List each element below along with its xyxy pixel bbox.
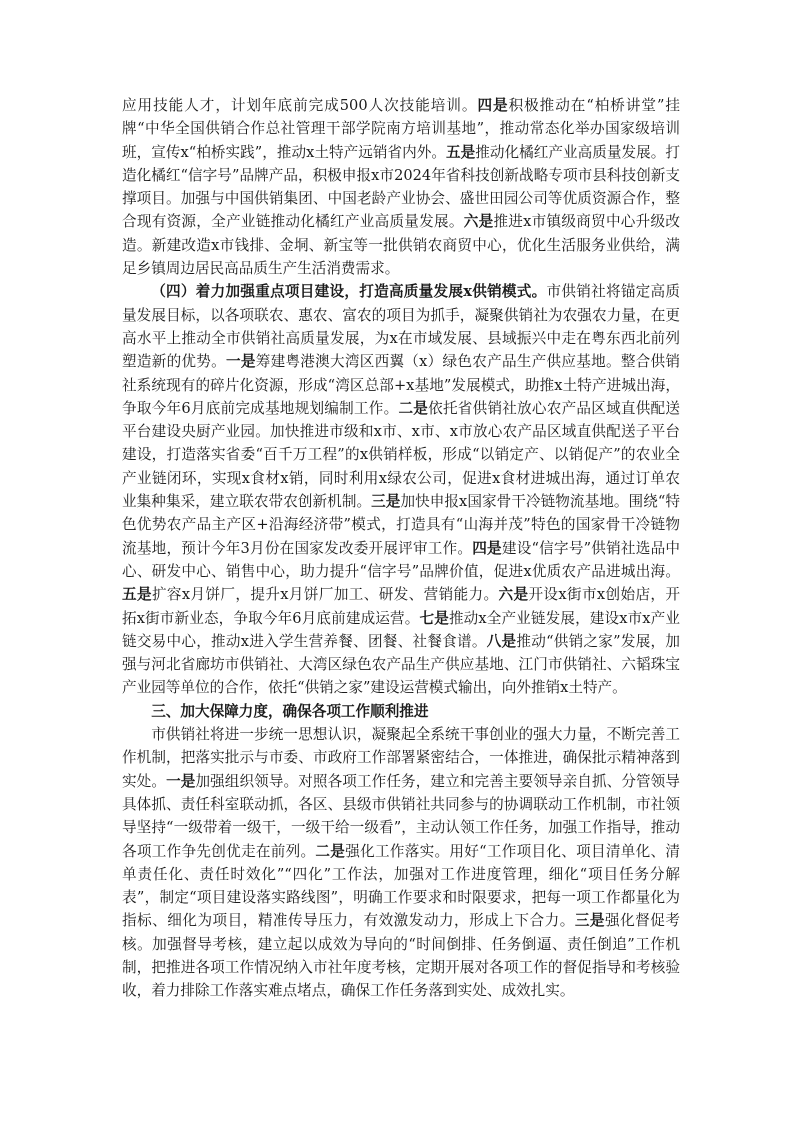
paragraph-text: 强化工作落实。用好“工作项目化、项目清单化、清单责任化、责任时效化”“四化”工作法，加强对工作进度管理，细化“项目任务分解表”，制定“项目建设落实路线图”，明确工作要求和时限要求，把每一项工作都量化为指标、细化为项目，精准传导压力，有效激发动力，形成上下合力。 — [122, 842, 680, 930]
paragraph-text: 推动x全产业链发展，建设x市x产业链交易中心，推动x进入学生营养餐、团餐、社餐食谱。 — [122, 609, 680, 650]
body-paragraph — [122, 723, 680, 1003]
paragraph-text: 市供销社将锚定高质量发展目标，以各项联农、惠农、富农的项目为抓手，凝聚供销社为农强农力量，在更高水平上推动全市供销社高质量发展，为x在市域发展、县域振兴中走在粤东西北前列塑造新的优势。 — [122, 283, 680, 371]
bold-lead-text: 六是 — [498, 586, 529, 604]
body-paragraph — [122, 94, 680, 280]
body-paragraph — [122, 280, 680, 699]
bold-lead-text: 七是 — [419, 609, 449, 627]
paragraph-text: 强化督促考核。加强督导考核，建立起以成效为导向的“时间倒排、任务倒逼、责任倒追”工作机制，把推进各项工作情况纳入市社年度考核，定期开展对各项工作的督促指导和考核验收，着力排除工作落实难点堵点，确保工作任务落到实处、成效扎实。 — [122, 912, 680, 1000]
bold-lead-text: 五是 — [446, 143, 476, 161]
paragraph-text: 积极推动在“柏桥讲堂”挂牌“中华全国供销合作总社管理干部学院南方培训基地”，推动常态化举办国家级培训班，宣传x“柏桥实践”，推动x土特产远销省内外。 — [122, 97, 680, 161]
bold-lead-text: （四）着力加强重点项目建设，打造高质量发展x供销模式。 — [151, 283, 547, 301]
bold-lead-text: 一是 — [226, 353, 256, 371]
paragraph-text: 筹建粤港澳大湾区西翼（x）绿色农产品生产供应基地。整合供销社系统现有的碎片化资源，形成“湾区总部+x基地”发展模式，助推x土特产进城出海，争取今年6月底前完成基地规划编制工作。 — [122, 353, 680, 417]
bold-lead-text: 一是 — [166, 772, 196, 790]
paragraph-text: 扩容x月饼厂，提升x月饼厂加工、研发、营销能力。 — [151, 586, 499, 604]
bold-lead-text: 五是 — [122, 586, 152, 604]
paragraph-text: 推动“供销之家”发展，加强与河北省廊坊市供销社、大湾区绿色农产品生产供应基地、江门市供销社、六韬珠宝产业园等单位的合作，依托“供销之家”建设运营模式输出，向外推销x土特产。 — [122, 632, 680, 697]
paragraph-text: 市供销社将进一步统一思想认识，凝聚起全系统干事创业的强大力量，不断完善工作机制，把落实批示与市委、市政府工作部署紧密结合，一体推进，确保批示精神落到实处。 — [122, 726, 680, 790]
paragraph-text: 建设“信字号”供销社选品中心、研发中心、销售中心，助力提升“信字号”品牌价值，促进x优质农产品进城出海。 — [122, 539, 680, 580]
paragraph-text: 加强组织领导。对照各项工作任务，建立和完善主要领导亲自抓、分管领导具体抓、责任科室联动抓，各区、县级市供销社共同参与的协调联动工作机制，市社领导坚持“一级带着一级干，一级干给一级看”，主动认领工作任务，加强工作指导，推动各项工作争先创优走在前列。 — [122, 772, 680, 860]
paragraph-text: 加快申报x国家骨干冷链物流基地。围绕“特色优势农产品主产区+沿海经济带”模式，打造具有“山海并茂”特色的国家骨干冷链物流基地，预计今年3月份在国家发改委开展评审工作。 — [122, 493, 680, 557]
bold-lead-text: 四是 — [472, 539, 502, 557]
section-heading — [122, 700, 680, 723]
bold-lead-text: 二是 — [398, 399, 429, 417]
document-body — [122, 94, 680, 1003]
paragraph-text: 推动化橘红产业高质量发展。打造化橘红“信字号”品牌产品，积极申报x市2024年省科技创新战略专项市县科技创新支撑项目。加强与中国供销集团、中国老龄产业协会、盛世田园公司等优质资源合作，整合现有资源，全产业链推动化橘红产业高质量发展。 — [122, 143, 680, 231]
paragraph-text: 应用技能人才，计划年底前完成500人次技能培训。 — [122, 97, 478, 114]
bold-lead-text: 四是 — [477, 97, 509, 114]
bold-lead-text: 三是 — [371, 493, 401, 511]
paragraph-text: 开设x街市x创始店，开拓x街市新业态，争取今年6月底前建成运营。 — [122, 586, 680, 627]
bold-lead-text: 八是 — [486, 632, 517, 650]
paragraph-text: 三、加大保障力度，确保各项工作顺利推进 — [151, 702, 429, 720]
bold-lead-text: 二是 — [315, 842, 346, 860]
paragraph-text: 依托省供销社放心农产品区域直供配送平台建设央厨产业园。加快推进市级和x市、x市、x市放心农产品区域直供配送子平台建设，打造落实省委“百千万工程”的x供销样板，形成“以销定产、以销促产”的农业全产业链闭环，实现x食材x销，同时利用x绿农公司，促进x食材进城出海，通过订单农业集种集采，建立联农带农创新机制。 — [122, 399, 680, 511]
bold-lead-text: 六是 — [463, 213, 494, 231]
paragraph-text: 推进x市镇级商贸中心升级改造。新建改造x市钱排、金垌、新宝等一批供销农商贸中心，优化生活服务业供给，满足乡镇周边居民高品质生产生活消费需求。 — [122, 213, 680, 278]
bold-lead-text: 三是 — [574, 912, 605, 930]
